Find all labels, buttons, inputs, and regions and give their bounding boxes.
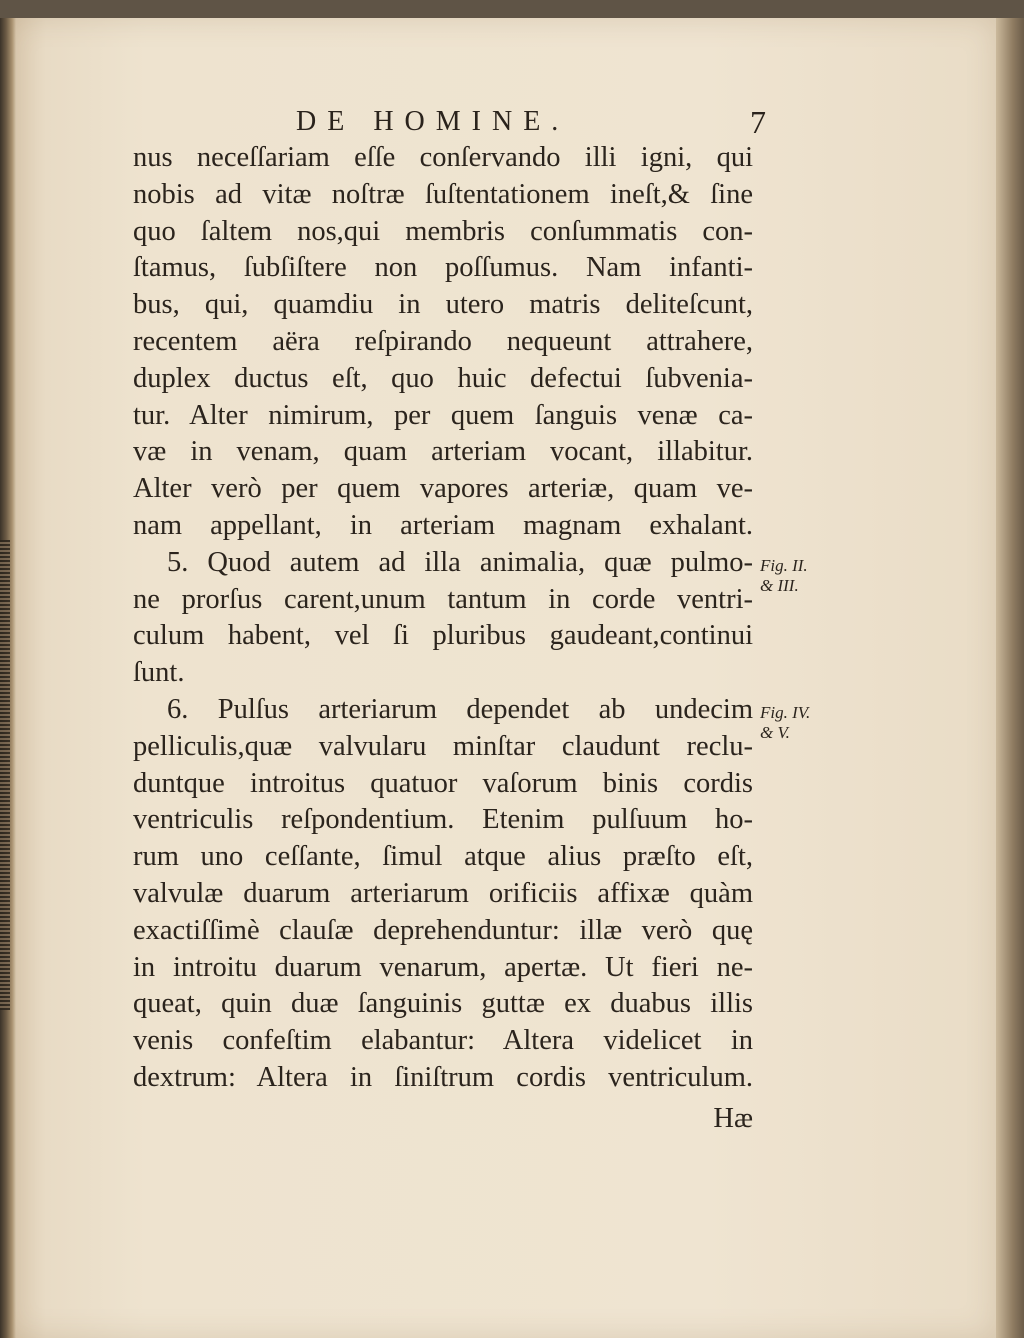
margin-note-line: & V. — [760, 723, 790, 742]
margin-note-fig-4-5 — [760, 703, 810, 743]
margin-note-line: Fig. IV. — [760, 703, 811, 722]
page-fore-edge — [996, 18, 1024, 1338]
text-line: ſunt. — [133, 657, 185, 689]
text-line: valvulæ duarum arteriarum orificiis affixæ quàm — [133, 877, 753, 909]
text-line: ne prorſus carent,unum tantum in corde ventri- — [133, 583, 753, 615]
text-line: exactiſſimè clauſæ deprehenduntur: illæ verò quę — [133, 914, 753, 946]
text-line: væ in venam, quam arteriam vocant, illabitur. — [133, 436, 753, 468]
text-line: in introitu duarum venarum, apertæ. Ut fieri ne- — [133, 951, 753, 983]
margin-note-line: & III. — [760, 576, 799, 595]
text-line: duntque introitus quatuor vaſorum binis cordis — [133, 767, 753, 799]
text-line: queat, quin duæ ſanguinis guttæ ex duabus illis — [133, 988, 753, 1020]
catchword: Hæ — [713, 1102, 753, 1134]
text-line: recentem aëra reſpirando nequeunt attrahere, — [133, 325, 753, 357]
text-line: ventriculis reſpondentium. Etenim pulſuum ho- — [133, 804, 753, 836]
running-head: DE HOMINE. — [296, 106, 570, 137]
text-line: bus, qui, quamdiu in utero matris deliteſcunt, — [133, 289, 753, 321]
text-line: dextrum: Altera in ſiniſtrum cordis ventriculum. — [133, 1061, 753, 1093]
margin-note-line: Fig. II. — [760, 556, 808, 575]
text-line: tur. Alter nimirum, per quem ſanguis venæ ca- — [133, 399, 753, 431]
text-line: ſtamus, ſubſiſtere non poſſumus. Nam infanti- — [133, 252, 753, 284]
text-line: venis confeſtim elabantur: Altera videlicet in — [133, 1025, 753, 1057]
page-number: 7 — [750, 104, 766, 140]
text-line: nobis ad vitæ noſtræ ſuſtentationem ineſt,& ſine — [133, 178, 753, 210]
text-line: duplex ductus eſt, quo huic defectui ſubvenia- — [133, 362, 753, 394]
text-line: quo ſaltem nos,qui membris conſummatis con- — [133, 215, 753, 247]
body-text — [133, 140, 753, 1138]
margin-note-fig-2-3 — [760, 556, 808, 596]
text-line: Alter verò per quem vapores arteriæ, quam ve- — [133, 473, 753, 505]
text-line: nam appellant, in arteriam magnam exhalant. — [133, 509, 753, 541]
text-line: culum habent, vel ſi pluribus gaudeant,continui — [133, 620, 753, 652]
text-line: pelliculis,quæ valvularu minſtar claudunt reclu- — [133, 730, 753, 762]
text-line: rum uno ceſſante, ſimul atque alius præſto eſt, — [133, 841, 753, 873]
paragraph-6-start: 6. Pulſus arteriarum dependet ab undecim — [167, 693, 753, 725]
paragraph-5-start: 5. Quod autem ad illa animalia, quæ pulmo- — [167, 546, 753, 578]
facing-page-engraving — [0, 540, 10, 1010]
text-line: nus neceſſariam eſſe conſervando illi igni, qui — [133, 142, 753, 173]
